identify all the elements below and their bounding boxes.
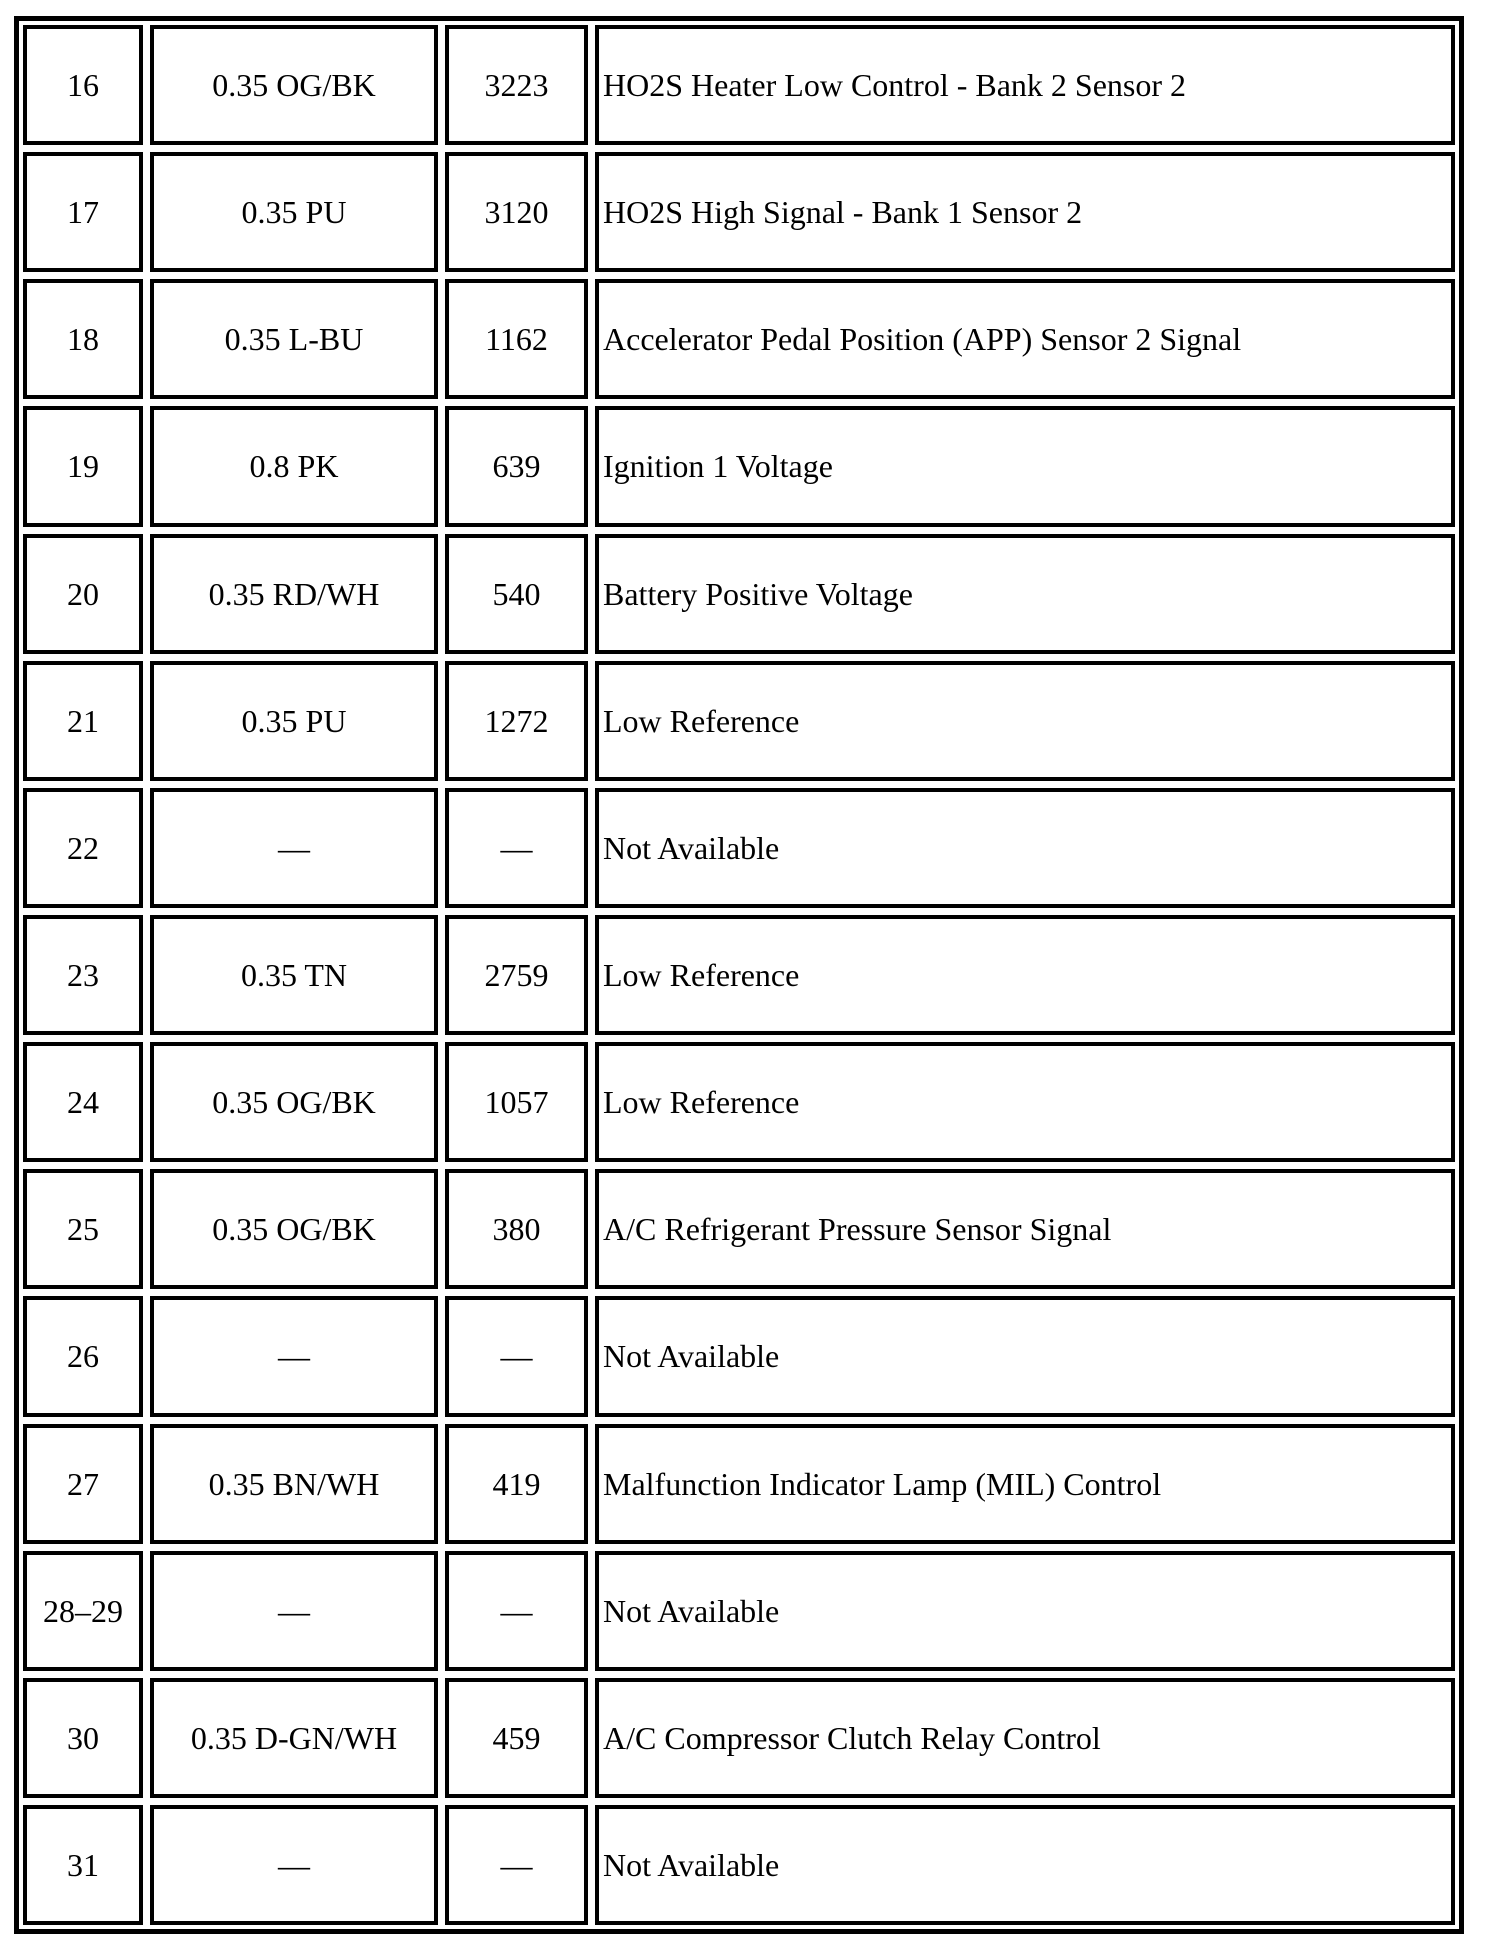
circuit-cell: —	[445, 1551, 588, 1671]
pin-cell: 23	[23, 915, 143, 1035]
function-cell: Low Reference	[595, 915, 1455, 1035]
table-row	[23, 1169, 1455, 1289]
circuit-cell: 3223	[445, 25, 588, 145]
wire-cell: 0.35 BN/WH	[150, 1424, 438, 1544]
table-row	[23, 788, 1455, 908]
function-cell: Low Reference	[595, 661, 1455, 781]
function-cell: Not Available	[595, 1805, 1455, 1925]
table-row	[23, 534, 1455, 654]
circuit-cell: —	[445, 788, 588, 908]
function-cell: Not Available	[595, 788, 1455, 908]
wire-cell: 0.35 L-BU	[150, 279, 438, 399]
table-row	[23, 915, 1455, 1035]
function-cell: Battery Positive Voltage	[595, 534, 1455, 654]
circuit-cell: 1057	[445, 1042, 588, 1162]
pin-cell: 17	[23, 152, 143, 272]
table-row	[23, 1551, 1455, 1671]
table-row	[23, 406, 1455, 526]
circuit-cell: —	[445, 1296, 588, 1416]
pin-cell: 30	[23, 1678, 143, 1798]
wire-cell: 0.35 OG/BK	[150, 1042, 438, 1162]
function-cell: HO2S Heater Low Control - Bank 2 Sensor 2	[595, 25, 1455, 145]
pin-cell: 25	[23, 1169, 143, 1289]
table-row	[23, 1678, 1455, 1798]
table-row	[23, 1296, 1455, 1416]
table-row	[23, 279, 1455, 399]
wire-cell: 0.8 PK	[150, 406, 438, 526]
circuit-cell: 1272	[445, 661, 588, 781]
pin-cell: 26	[23, 1296, 143, 1416]
wire-cell: —	[150, 788, 438, 908]
pin-cell: 20	[23, 534, 143, 654]
table-row	[23, 152, 1455, 272]
wire-cell: 0.35 RD/WH	[150, 534, 438, 654]
circuit-cell: 380	[445, 1169, 588, 1289]
pin-cell: 27	[23, 1424, 143, 1544]
table-row	[23, 25, 1455, 145]
pin-cell: 28–29	[23, 1551, 143, 1671]
wire-cell: 0.35 OG/BK	[150, 1169, 438, 1289]
function-cell: Ignition 1 Voltage	[595, 406, 1455, 526]
table-row	[23, 661, 1455, 781]
wire-cell: 0.35 OG/BK	[150, 25, 438, 145]
circuit-cell: 1162	[445, 279, 588, 399]
pin-cell: 24	[23, 1042, 143, 1162]
function-cell: A/C Compressor Clutch Relay Control	[595, 1678, 1455, 1798]
pin-cell: 22	[23, 788, 143, 908]
pin-cell: 18	[23, 279, 143, 399]
pin-cell: 16	[23, 25, 143, 145]
connector-pinout-table	[14, 16, 1464, 1934]
function-cell: HO2S High Signal - Bank 1 Sensor 2	[595, 152, 1455, 272]
table-row	[23, 1805, 1455, 1925]
function-cell: Accelerator Pedal Position (APP) Sensor 2 Signal	[595, 279, 1455, 399]
wire-cell: 0.35 PU	[150, 152, 438, 272]
function-cell: Low Reference	[595, 1042, 1455, 1162]
wire-cell: 0.35 TN	[150, 915, 438, 1035]
circuit-cell: 419	[445, 1424, 588, 1544]
circuit-cell: 3120	[445, 152, 588, 272]
wire-cell: 0.35 D-GN/WH	[150, 1678, 438, 1798]
wire-cell: 0.35 PU	[150, 661, 438, 781]
wire-cell: —	[150, 1296, 438, 1416]
wire-cell: —	[150, 1805, 438, 1925]
pin-cell: 21	[23, 661, 143, 781]
table-body	[23, 25, 1455, 1925]
circuit-cell: 540	[445, 534, 588, 654]
function-cell: Not Available	[595, 1551, 1455, 1671]
function-cell: A/C Refrigerant Pressure Sensor Signal	[595, 1169, 1455, 1289]
circuit-cell: —	[445, 1805, 588, 1925]
table-row	[23, 1042, 1455, 1162]
circuit-cell: 639	[445, 406, 588, 526]
function-cell: Malfunction Indicator Lamp (MIL) Control	[595, 1424, 1455, 1544]
wire-cell: —	[150, 1551, 438, 1671]
pin-cell: 31	[23, 1805, 143, 1925]
function-cell: Not Available	[595, 1296, 1455, 1416]
circuit-cell: 2759	[445, 915, 588, 1035]
pin-cell: 19	[23, 406, 143, 526]
circuit-cell: 459	[445, 1678, 588, 1798]
table-row	[23, 1424, 1455, 1544]
